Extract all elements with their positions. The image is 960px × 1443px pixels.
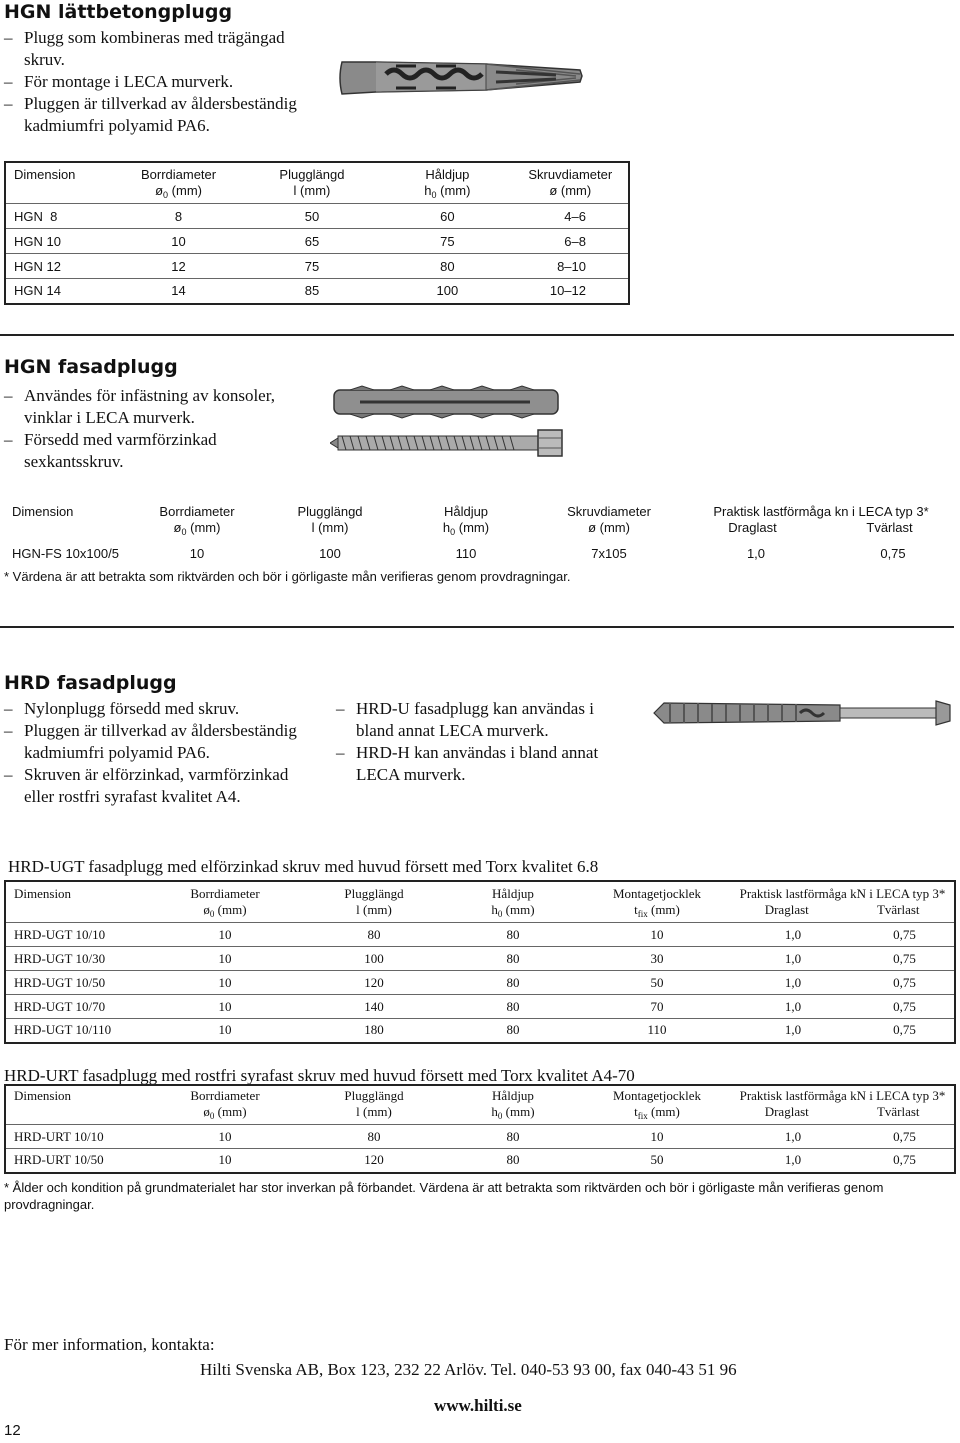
table-cell: 0,75 <box>855 1149 955 1173</box>
table-cell: 0,75 <box>855 971 955 995</box>
page-number: 12 <box>4 1422 21 1439</box>
table-cell: 10 <box>189 545 205 561</box>
table-cell: HGN 10 <box>5 229 115 254</box>
table-cell: 100 <box>319 545 341 561</box>
table-cell: 85 <box>242 279 382 304</box>
hgn-bullet-list <box>4 27 304 137</box>
header-draglast: Draglast <box>764 1104 809 1119</box>
subscript: 0 <box>163 190 169 200</box>
table-cell: 110 <box>583 1019 731 1043</box>
header-label: Montagetjocklek <box>612 886 702 901</box>
table-cell: 8 <box>115 204 241 229</box>
header-montagetjocklek <box>583 1085 731 1125</box>
hrd-bullet-list-left <box>4 698 304 808</box>
header-unit: ø (mm) <box>588 520 630 535</box>
table-cell: HRD-UGT 10/50 <box>5 971 145 995</box>
header-dimension: Dimension <box>14 1088 72 1103</box>
header-tvarlast: Tvärlast <box>876 902 920 917</box>
list-item: – Plugg som kombineras med trägängad skruv. <box>4 27 304 71</box>
urt-caption: HRD-URT fasadplugg med rostfri syrafast skruv med huvud försett med Torx kvalitet A4-70 <box>4 1066 635 1085</box>
header-haldjup <box>398 502 534 540</box>
header-label: Praktisk lastförmåga kN i LECA typ 3* <box>739 886 946 901</box>
subscript: 0 <box>450 527 456 537</box>
header-unit: l (mm) <box>356 902 392 917</box>
table-cell: HRD-UGT 10/110 <box>5 1019 145 1043</box>
subscript: 0 <box>431 190 437 200</box>
table-cell: 8–10 <box>513 254 629 279</box>
header-unit: l (mm) <box>311 520 349 535</box>
header-borrdiameter <box>145 881 305 923</box>
header-label: Praktisk lastförmåga kn i LECA typ 3* <box>713 504 929 519</box>
header-unit: $t_{fix}$ (mm) <box>634 902 680 919</box>
table-cell: 0,75 <box>880 545 906 561</box>
table-cell: 10 <box>145 1019 305 1043</box>
hgn-plug-image <box>336 40 586 120</box>
header-plugglangd <box>242 162 382 204</box>
table-cell: 180 <box>305 1019 443 1043</box>
header-dimension: Dimension <box>14 167 76 182</box>
header-label: Praktisk lastförmåga kN i LECA typ 3* <box>739 1088 946 1103</box>
header-unit: $h_0$ (mm) <box>442 520 490 537</box>
table-cell: 10–12 <box>513 279 629 304</box>
list-item: – För montage i LECA murverk. <box>4 71 304 93</box>
hgn-spec-table <box>4 161 630 305</box>
table-cell: 80 <box>443 1019 583 1043</box>
header-unit: $h_0$ (mm) <box>491 902 535 919</box>
header-unit: $ø_0$ (mm) <box>203 1104 247 1121</box>
table-cell: 50 <box>242 204 382 229</box>
header-dimension: Dimension <box>12 504 74 519</box>
header-tvarlast: Tvärlast <box>876 1104 920 1119</box>
table-cell: 0,75 <box>855 1125 955 1149</box>
header-label: Håldjup <box>492 886 534 901</box>
table-cell: 60 <box>382 204 512 229</box>
table-cell: 75 <box>242 254 382 279</box>
header-tvarlast: Tvärlast <box>866 520 913 535</box>
table-cell: 80 <box>443 1149 583 1173</box>
table-cell: 0,75 <box>855 1019 955 1043</box>
header-label: Håldjup <box>492 1088 534 1103</box>
header-haldjup <box>382 162 512 204</box>
table-cell: 0,75 <box>855 923 955 947</box>
hrd-bullet-list-right <box>336 698 626 786</box>
table-cell: 10 <box>145 995 305 1019</box>
header-load-subheaders <box>684 520 958 536</box>
table-cell: 1,0 <box>731 923 855 947</box>
table-cell: 10 <box>145 1149 305 1173</box>
table-cell: 0,75 <box>855 995 955 1019</box>
table-cell: HRD-URT 10/10 <box>5 1125 145 1149</box>
table-cell: 10 <box>145 1125 305 1149</box>
table-cell: 30 <box>583 947 731 971</box>
table-cell: 10 <box>115 229 241 254</box>
contact-label: För mer information, kontakta: <box>4 1335 215 1354</box>
header-label: Borrdiameter <box>190 886 260 901</box>
header-unit: $t_{fix}$ (mm) <box>634 1104 680 1121</box>
header-draglast: Draglast <box>764 902 809 917</box>
table-row <box>5 971 955 995</box>
section-divider <box>0 334 954 336</box>
hgnfs-bullet-list <box>4 385 304 473</box>
table-cell: HRD-UGT 10/70 <box>5 995 145 1019</box>
header-haldjup <box>443 881 583 923</box>
hgnfs-plug-screw-image <box>330 382 570 472</box>
table-row <box>5 995 955 1019</box>
table-cell: 1,0 <box>731 971 855 995</box>
table-cell: 110 <box>455 545 477 561</box>
table-row <box>5 204 629 229</box>
table-cell: 80 <box>443 995 583 1019</box>
list-item: – Försedd med varmförzinkad sexkantsskruv. <box>4 429 304 473</box>
table-cell: HRD-UGT 10/30 <box>5 947 145 971</box>
section-title-hgn-fasadplugg: HGN fasadplugg <box>4 356 178 378</box>
table-cell: 65 <box>242 229 382 254</box>
list-item: – HRD-U fasadplugg kan användas i bland annat LECA murverk. <box>336 698 626 742</box>
header-label: Montagetjocklek <box>612 1088 702 1103</box>
table-cell: 0,75 <box>855 947 955 971</box>
table-cell: HGN 8 <box>5 204 115 229</box>
table-cell: 120 <box>305 971 443 995</box>
table-cell: HGN 12 <box>5 254 115 279</box>
table-row <box>5 1149 955 1173</box>
subscript: 0 <box>181 527 187 537</box>
header-plugglangd <box>262 502 398 540</box>
table-cell: 80 <box>443 1125 583 1149</box>
table-cell: 80 <box>443 947 583 971</box>
header-label: Håldjup <box>425 167 470 182</box>
table-cell: HRD-URT 10/50 <box>5 1149 145 1173</box>
subscript: 0 <box>497 1111 503 1121</box>
table-cell: 7x105 <box>591 545 627 561</box>
table-cell: 50 <box>583 1149 731 1173</box>
table-cell: 100 <box>305 947 443 971</box>
header-dimension: Dimension <box>14 886 72 901</box>
header-label: Håldjup <box>443 504 489 519</box>
contact-website[interactable]: www.hilti.se <box>434 1396 522 1415</box>
table-row <box>5 947 955 971</box>
header-plugglangd <box>305 1085 443 1125</box>
header-load-capacity <box>684 502 958 540</box>
table-cell: 80 <box>382 254 512 279</box>
header-label: Plugglängd <box>344 1088 404 1103</box>
table-cell: 1,0 <box>731 995 855 1019</box>
header-unit: l (mm) <box>356 1104 392 1119</box>
header-label: Borrdiameter <box>140 167 217 182</box>
table-cell: 80 <box>305 923 443 947</box>
table-cell: HGN-FS 10x100/5 <box>12 545 119 561</box>
subscript: fix <box>637 1111 648 1121</box>
list-item: – Skruven är elförzinkad, varmförzinkad eller rostfri syrafast kvalitet A4. <box>4 764 304 808</box>
header-load-subheaders <box>731 902 954 918</box>
ugt-caption: HRD-UGT fasadplugg med elförzinkad skruv med huvud försett med Torx kvalitet 6.8 <box>8 857 599 876</box>
table-cell: 120 <box>305 1149 443 1173</box>
list-item: – HRD-H kan användas i bland annat LECA murverk. <box>336 742 626 786</box>
table-row <box>5 1125 955 1149</box>
table-row <box>5 923 955 947</box>
table-cell: 12 <box>115 254 241 279</box>
table-cell: 1,0 <box>731 1019 855 1043</box>
header-borrdiameter <box>132 502 262 540</box>
header-haldjup <box>443 1085 583 1125</box>
header-borrdiameter <box>115 162 241 204</box>
header-label: Plugglängd <box>297 504 363 519</box>
header-label: Borrdiameter <box>190 1088 260 1103</box>
table-cell: 10 <box>145 971 305 995</box>
header-unit: ø (mm) <box>549 183 592 198</box>
table-row <box>4 540 958 566</box>
subscript: 0 <box>209 909 215 919</box>
table-cell: 1,0 <box>731 947 855 971</box>
table-row <box>5 254 629 279</box>
table-cell: 140 <box>305 995 443 1019</box>
list-item: – Användes för infästning av konsoler, vinklar i LECA murverk. <box>4 385 304 429</box>
table-cell: 10 <box>583 1125 731 1149</box>
table-cell: 10 <box>145 923 305 947</box>
header-label: Skruvdiameter <box>567 504 651 519</box>
section-divider <box>0 626 954 628</box>
table-cell: 1,0 <box>746 545 766 561</box>
table-cell: 100 <box>382 279 512 304</box>
hgnfs-spec-table <box>4 502 958 566</box>
hrd-plug-image <box>650 693 960 733</box>
table-cell: HRD-UGT 10/10 <box>5 923 145 947</box>
section-title-hgn: HGN lättbetongplugg <box>4 1 233 23</box>
list-item: – Pluggen är tillverkad av åldersbeständig kadmiumfri polyamid PA6. <box>4 93 304 137</box>
subscript: fix <box>637 909 648 919</box>
urt-spec-table <box>4 1084 956 1174</box>
header-borrdiameter <box>145 1085 305 1125</box>
header-label: Plugglängd <box>344 886 404 901</box>
table-cell: HGN 14 <box>5 279 115 304</box>
list-item: – Nylonplugg försedd med skruv. <box>4 698 304 720</box>
header-skruvdiameter <box>534 502 684 540</box>
header-unit: $ø_0$ (mm) <box>155 183 202 200</box>
list-item: – Pluggen är tillverkad av åldersbeständig kadmiumfri polyamid PA6. <box>4 720 304 764</box>
subscript: 0 <box>497 909 503 919</box>
table-row <box>5 279 629 304</box>
hgnfs-footnote: * Värdena är att betrakta som riktvärden och bör i görligaste mån verifieras genom provdragningar. <box>4 569 571 584</box>
header-skruvdiameter <box>513 162 629 204</box>
table-row <box>5 1019 955 1043</box>
header-load-subheaders <box>731 1104 954 1120</box>
table-cell: 4–6 <box>513 204 629 229</box>
header-unit: $h_0$ (mm) <box>424 183 471 200</box>
contact-address: Hilti Svenska AB, Box 123, 232 22 Arlöv. Tel. 040-53 93 00, fax 040-43 51 96 <box>200 1360 737 1379</box>
header-plugglangd <box>305 881 443 923</box>
table-cell: 10 <box>145 947 305 971</box>
ugt-spec-table <box>4 880 956 1044</box>
table-cell: 1,0 <box>731 1149 855 1173</box>
table-cell: 75 <box>382 229 512 254</box>
table-cell: 80 <box>305 1125 443 1149</box>
header-unit: $ø_0$ (mm) <box>173 520 221 537</box>
table-cell: 80 <box>443 971 583 995</box>
header-montagetjocklek <box>583 881 731 923</box>
header-label: Plugglängd <box>279 167 345 182</box>
header-label: Borrdiameter <box>159 504 235 519</box>
table-cell: 1,0 <box>731 1125 855 1149</box>
table-cell: 14 <box>115 279 241 304</box>
subscript: 0 <box>209 1111 215 1121</box>
table-cell: 6–8 <box>513 229 629 254</box>
header-load-capacity <box>731 881 955 923</box>
header-unit: $h_0$ (mm) <box>491 1104 535 1121</box>
header-label: Skruvdiameter <box>528 167 613 182</box>
table-row <box>5 229 629 254</box>
header-unit: $ø_0$ (mm) <box>203 902 247 919</box>
section-title-hrd: HRD fasadplugg <box>4 672 177 694</box>
header-unit: l (mm) <box>293 183 331 198</box>
table-cell: 80 <box>443 923 583 947</box>
table-cell: 70 <box>583 995 731 1019</box>
table-cell: 10 <box>583 923 731 947</box>
header-draglast: Draglast <box>728 520 777 535</box>
footnote-material: * Ålder och kondition på grundmaterialet har stor inverkan på förbandet. Värdena är att betrakta som riktvärden och bör i görligaste mån verifieras genom provdragningar. <box>4 1180 884 1212</box>
table-cell: 50 <box>583 971 731 995</box>
header-load-capacity <box>731 1085 955 1125</box>
